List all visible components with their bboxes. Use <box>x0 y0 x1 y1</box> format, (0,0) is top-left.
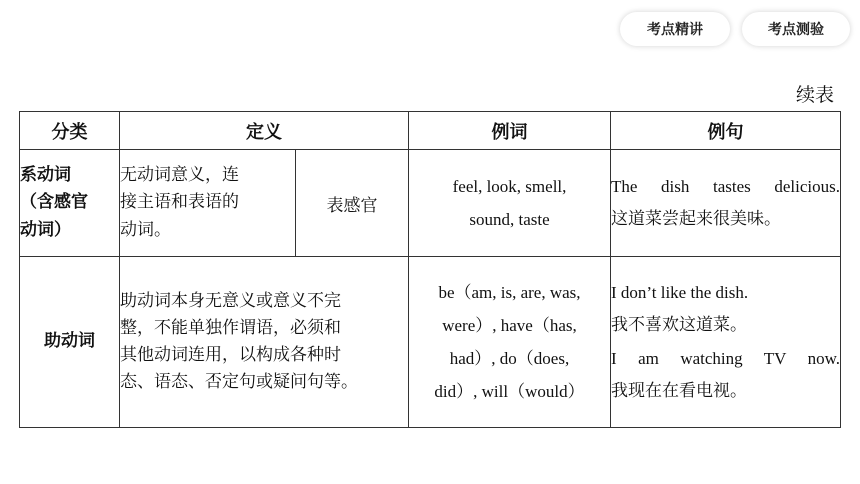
definition-line: 接主语和表语的 <box>120 192 239 213</box>
tab-key-points-quiz[interactable]: 考点测验 <box>742 12 850 46</box>
definition-cell <box>120 150 296 257</box>
category-line: （含感官 <box>20 192 88 213</box>
example-sentences-cell <box>611 150 841 257</box>
definition-line: 态、语态、否定句或疑问句等。 <box>120 372 358 393</box>
definition-cell <box>120 257 409 428</box>
example-sentence-zh: 我现在在看电视。 <box>611 381 747 402</box>
category-line: 系动词 <box>20 165 71 186</box>
example-sentence-zh: 我不喜欢这道菜。 <box>611 314 747 335</box>
table-row <box>20 150 841 257</box>
table-row <box>20 257 841 428</box>
example-words-line: had）, do（does, <box>449 349 570 368</box>
category-cell <box>20 150 120 257</box>
continued-table-label: 续表 <box>795 84 834 106</box>
definition-line: 整，不能单独作谓语，必须和 <box>120 317 341 338</box>
category-cell: 助动词 <box>20 257 120 428</box>
category-line: 动词） <box>20 219 71 240</box>
example-sentence-en: I don’t like the dish. <box>611 282 749 302</box>
example-sentence-en: The dish tastes delicious. <box>611 176 840 196</box>
example-sentence-en: I am watching TV now. <box>611 349 840 368</box>
table-header-row <box>20 112 841 150</box>
header-definition: 定义 <box>120 112 409 150</box>
example-words-line: feel, look, smell, <box>452 176 567 196</box>
example-sentences-cell <box>611 257 841 428</box>
example-words-cell <box>409 257 611 428</box>
example-words-line: did）, will（would） <box>434 382 585 402</box>
verb-classification-table <box>19 111 841 428</box>
example-words-line: be（am, is, are, was, <box>438 282 581 302</box>
example-sentence-zh: 这道菜尝起来很美味。 <box>611 209 781 229</box>
definition-line: 其他动词连用，以构成各种时 <box>120 345 341 365</box>
example-words-line: were）, have（has, <box>442 315 577 335</box>
definition-line: 助动词本身无意义或意义不完 <box>120 290 341 311</box>
header-example-sentences: 例句 <box>611 112 841 150</box>
tab-key-points-lecture[interactable]: 考点精讲 <box>620 12 730 46</box>
example-words-line: sound, taste <box>469 210 550 229</box>
header-category: 分类 <box>20 112 120 150</box>
example-words-cell <box>409 150 611 257</box>
subtype-cell: 表感官 <box>296 150 409 257</box>
definition-line: 无动词意义，连 <box>120 165 239 186</box>
header-example-words: 例词 <box>409 112 611 150</box>
definition-line: 动词。 <box>120 219 171 240</box>
